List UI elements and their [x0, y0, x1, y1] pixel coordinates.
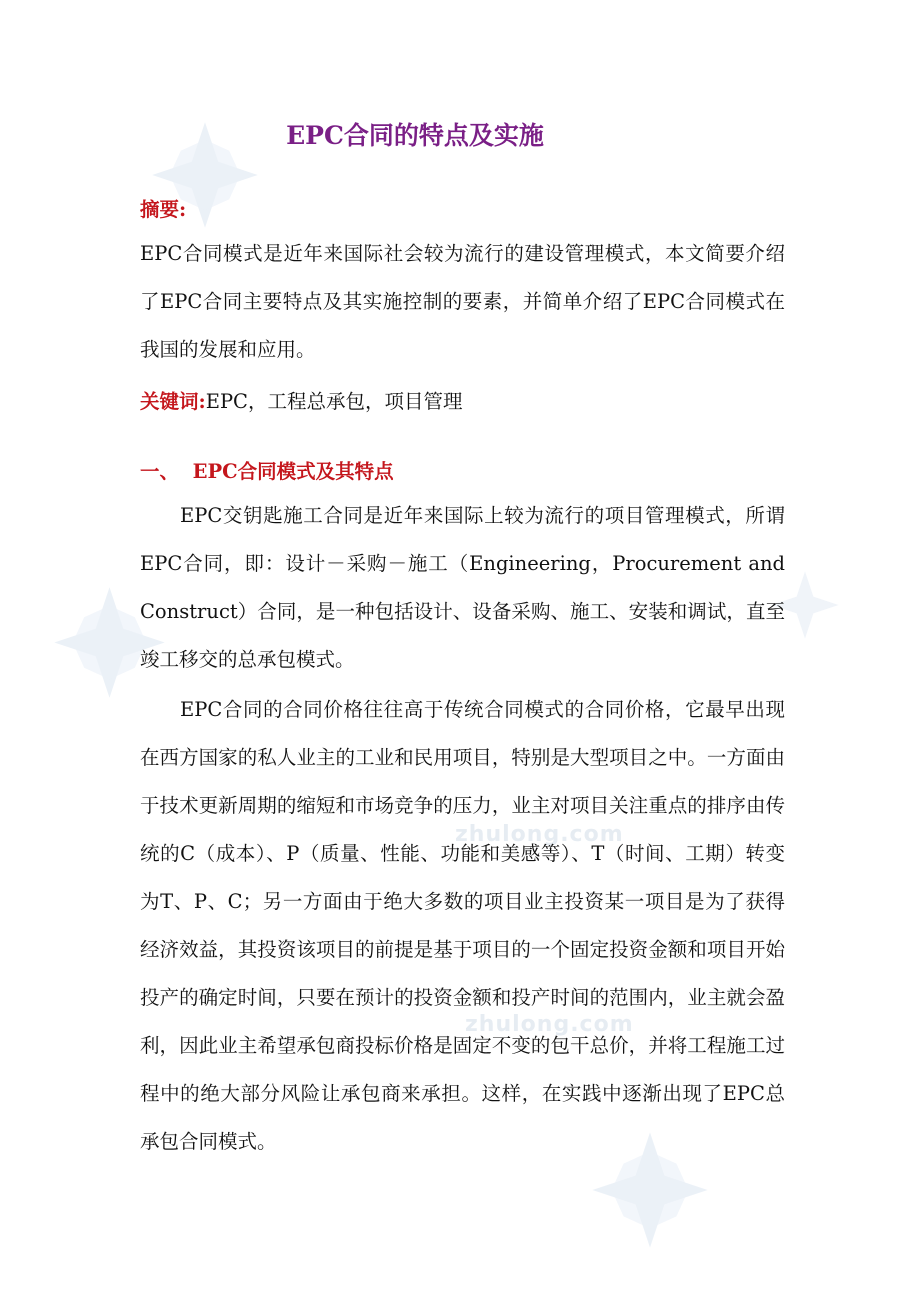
- abstract-paragraph: [140, 230, 785, 374]
- watermark-text: zhulong.com: [465, 1012, 634, 1037]
- abstract-text: EPC合同模式是近年来国际社会较为流行的建设管理模式，本文简要介绍了EPC合同主要特点及其实施控制的要素，并简单介绍了EPC合同模式在我国的发展和应用。: [140, 242, 785, 361]
- paragraph-1-text: EPC交钥匙施工合同是近年来国际上较为流行的项目管理模式，所谓EPC合同，即：设计－采购－施工（Engineering，Procurement and Construct）合同，是一种包括设计、设备采购、施工、安装和调试，直至竣工移交的总承包模式。: [140, 504, 785, 671]
- abstract-label: 摘要:: [140, 198, 187, 221]
- body-paragraph-2: [140, 686, 785, 1166]
- watermark-text: zhulong.com: [455, 822, 624, 847]
- keywords-text: EPC，工程总承包，项目管理: [205, 390, 463, 413]
- body-paragraph-1: [140, 492, 785, 684]
- section-heading: 一、 EPC合同模式及其特点: [140, 460, 394, 483]
- keywords-line: [140, 386, 462, 414]
- paragraph-2-text: EPC合同的合同价格往往高于传统合同模式的合同价格，它最早出现在西方国家的私人业主的工业和民用项目，特别是大型项目之中。一方面由于技术更新周期的缩短和市场竞争的压力，业主对项目关注重点的排序由传统的C（成本）、P（质量、性能、功能和美感等）、T（时间、工期）转变为T、P、C；另一方面由于绝大多数的项目业主投资某一项目是为了获得经济效益，其投资该项目的前提是基于项目的一个固定投资金额和项目开始投产的确定时间，只要在预计的投资金额和投产时间的范围内，业主就会盈利，因此业主希望承包商投标价格是固定不变的包干总价，并将工程施工过程中的绝大部分风险让承包商来承担。这样，在实践中逐渐出现了EPC总承包合同模式。: [140, 698, 785, 1153]
- page-title: EPC合同的特点及实施: [286, 121, 544, 150]
- keywords-label: 关键词:: [140, 390, 206, 413]
